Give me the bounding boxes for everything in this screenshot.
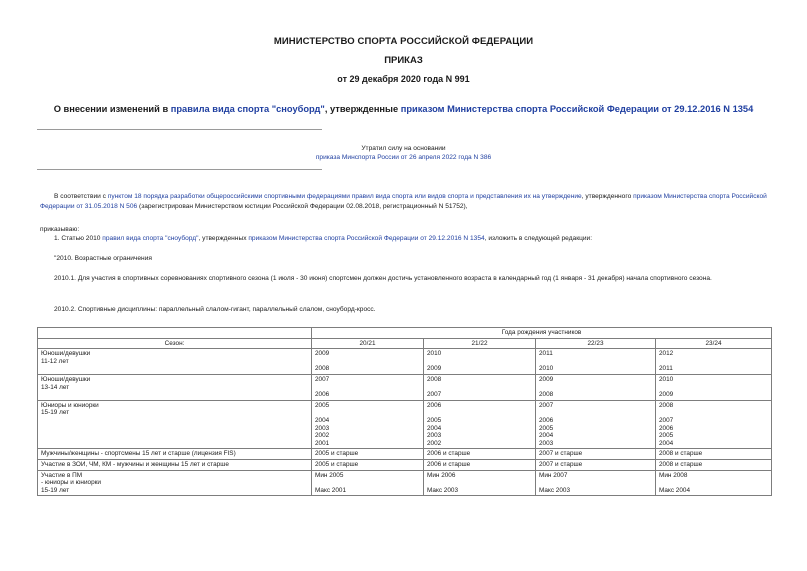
cell-line [315, 384, 420, 392]
table-row-label [38, 349, 312, 375]
cell-line: 2005 [659, 432, 674, 440]
document-type: ПРИКАЗ [384, 55, 423, 66]
cell-line [315, 479, 420, 487]
cell-line [41, 425, 308, 433]
cell-line: Мужчины/женщины - спортсмены 15 лет и старше (лицензия FIS) [41, 450, 236, 458]
cell-line: Юноши/девушки [41, 350, 91, 358]
cell-line: 2002 [427, 439, 442, 447]
cell-line: Участие в ЗОИ, ЧМ, КМ - мужчины и женщины 15 лет и старше [41, 460, 229, 468]
status-line: Утратил силу на основании [361, 145, 446, 152]
table-row-label [38, 374, 312, 400]
cell-line: Юниоры и юниорки [41, 401, 99, 409]
cell-line: 2010 [539, 365, 554, 373]
document-title [0, 104, 807, 114]
preamble-link-order-506[interactable]: приказом Министерства спорта Российской Федерации от 31.05.2018 N 506 [40, 193, 767, 210]
cell-line: 2007 и старше [539, 450, 583, 458]
title-text-1: О внесении изменений в [53, 104, 171, 114]
table-cell [312, 449, 424, 460]
table-cell [656, 349, 772, 375]
cell-line [659, 409, 768, 417]
cell-line [427, 358, 532, 366]
table-cell [536, 449, 656, 460]
cell-line [539, 409, 652, 417]
cell-line: 2006 и старше [427, 460, 471, 468]
cell-line: 2001 [315, 439, 330, 447]
table-cell [424, 449, 536, 460]
cell-line: 2008 [315, 365, 330, 373]
cell-line: Мин 2006 [427, 471, 456, 479]
age-limits-table [37, 327, 772, 496]
order-word: приказываю: [40, 226, 80, 233]
cell-line: 2003 [539, 439, 554, 447]
table-row [38, 470, 772, 496]
cell-line: Макс 2003 [427, 486, 459, 494]
table-cell [312, 470, 424, 496]
table-row-label [38, 400, 312, 449]
cell-line: Макс 2003 [539, 486, 571, 494]
table-cell [424, 470, 536, 496]
cell-line: 2003 [427, 432, 442, 440]
cell-line: 2006 [539, 416, 554, 424]
cell-line: 2006 [659, 424, 674, 432]
cell-line: 11-12 лет [41, 357, 69, 365]
table-group-header: Года рождения участников [312, 328, 772, 339]
cell-line: 2010 [659, 375, 674, 383]
cell-line [41, 391, 308, 399]
cell-line: 2006 [315, 391, 330, 399]
cell-line: 2006 [427, 401, 442, 409]
table-row-label [38, 459, 312, 470]
cell-line: 2008 и старше [659, 450, 703, 458]
cell-line: 2011 [659, 365, 673, 373]
table-group-header-row [38, 328, 772, 339]
cell-line [539, 384, 652, 392]
cell-line: 2005 [427, 416, 442, 424]
cell-line [659, 479, 768, 487]
divider-bottom [37, 169, 322, 170]
cell-line: 2007 [315, 375, 330, 383]
status-link-wrap [0, 153, 807, 162]
cell-line: Мин 2008 [659, 471, 688, 479]
cell-line [539, 479, 652, 487]
cell-line: 13-14 лет [41, 383, 70, 391]
cell-line [659, 384, 768, 392]
cell-line: 2008 и старше [659, 460, 703, 468]
table-cell [656, 470, 772, 496]
cell-line: 2005 [539, 424, 554, 432]
table-cell [312, 349, 424, 375]
cell-line [539, 358, 652, 366]
divider-top [37, 129, 322, 130]
cell-line: 2007 и старше [539, 460, 583, 468]
table-cell [424, 459, 536, 470]
title-link-order-1354[interactable]: приказом Министерства спорта Российской Федерации от 29.12.2016 N 1354 [400, 104, 754, 114]
table-cell [312, 374, 424, 400]
article-2010-2: 2010.2. Спортивные дисциплины: параллельный слалом-гигант, параллельный слалом, сноуборд-кросс. [54, 306, 376, 313]
cell-line: Мин 2005 [315, 471, 344, 479]
cell-line: 2007 [539, 401, 554, 409]
cell-line [659, 358, 768, 366]
cell-line: 2004 [427, 424, 442, 432]
item-1-paragraph [40, 234, 770, 244]
table-cell [656, 459, 772, 470]
article-title: "2010. Возрастные ограничения [54, 255, 152, 262]
table-empty-corner [38, 328, 312, 339]
cell-line: 2002 [315, 432, 330, 440]
table-header-row [38, 338, 772, 349]
table-cell [424, 349, 536, 375]
table-cell [656, 449, 772, 460]
table-cell [312, 459, 424, 470]
table-cell [536, 400, 656, 449]
table-header-season-col: 20/21 [312, 338, 424, 349]
table-cell [536, 374, 656, 400]
cell-line: 2004 [539, 432, 554, 440]
status-link[interactable]: приказа Минспорта России от 26 апреля 2022 года N 386 [315, 154, 492, 161]
table-cell [656, 400, 772, 449]
table-row-label [38, 449, 312, 460]
cell-line: - юниоры и юниорки [41, 479, 101, 487]
cell-line [41, 432, 308, 440]
cell-line: 2009 [315, 350, 330, 358]
cell-line [41, 365, 308, 373]
cell-line: 2009 [427, 365, 442, 373]
table-row [38, 400, 772, 449]
cell-line: 2008 [659, 401, 674, 409]
cell-line [427, 479, 532, 487]
cell-line: 2012 [659, 350, 674, 358]
cell-line: 2005 и старше [315, 460, 359, 468]
item1-text-1: 1. Статью 2010 [54, 235, 103, 242]
table-row-label [38, 470, 312, 496]
cell-line: Юноши/девушки [41, 375, 91, 383]
preamble-text-2: , утвержденного [581, 193, 634, 200]
cell-line: 2011 [539, 350, 553, 358]
preamble-text-3: (зарегистрирован Министерством юстиции Российской Федерации 02.08.2018, регистрационный N 51752), [137, 202, 468, 210]
table-cell [536, 349, 656, 375]
preamble-paragraph [40, 192, 770, 211]
table-cell [424, 374, 536, 400]
cell-line [427, 409, 532, 417]
title-link-rules[interactable]: правила вида спорта "сноуборд" [170, 104, 325, 114]
cell-line: 2005 [315, 401, 330, 409]
cell-line: Макс 2001 [315, 486, 347, 494]
table-cell [312, 400, 424, 449]
cell-line: Участие в ПМ [41, 471, 83, 479]
cell-line: Мин 2007 [539, 471, 568, 479]
cell-line: 2008 [427, 375, 442, 383]
table-row [38, 459, 772, 470]
table-header-season: Сезон: [38, 338, 312, 349]
title-text-2: , утвержденные [324, 104, 401, 114]
document-date-number: от 29 декабря 2020 года N 991 [337, 74, 470, 84]
article-2010-1: 2010.1. Для участия в спортивных соревнованиях спортивного сезона (1 июля - 30 июня) спортсмен должен достичь установленного возраста в календарный год (1 января - 31 декабря) начала спортивного сезона. [54, 275, 712, 282]
cell-line: 2006 и старше [427, 450, 471, 458]
cell-line: 15-19 лет [41, 486, 70, 494]
cell-line: 2009 [539, 375, 554, 383]
cell-line: 2007 [659, 416, 674, 424]
cell-line: 2008 [539, 391, 554, 399]
cell-line: Макс 2004 [659, 486, 691, 494]
table-row [38, 449, 772, 460]
table-row [38, 374, 772, 400]
table-cell [536, 470, 656, 496]
item1-link-rules[interactable]: правил вида спорта "сноуборд" [102, 235, 199, 242]
cell-line: 2007 [427, 391, 442, 399]
cell-line [427, 384, 532, 392]
cell-line: 2010 [427, 350, 442, 358]
cell-line: 2005 и старше [315, 450, 359, 458]
preamble-link-procedure[interactable]: пунктом 18 порядка разработки общероссийскими спортивными федерациями правил вида спорта или видов спорта и представления их на утверждение [107, 193, 582, 200]
cell-line: 2003 [315, 424, 330, 432]
ministry-heading: МИНИСТЕРСТВО СПОРТА РОССИЙСКОЙ ФЕДЕРАЦИИ [273, 36, 534, 47]
cell-line: 15-19 лет [41, 409, 70, 417]
cell-line: 2009 [659, 391, 674, 399]
item1-text-2: , утвержденных [198, 235, 249, 242]
cell-line: 2004 [315, 416, 330, 424]
table-cell [536, 459, 656, 470]
table-row [38, 349, 772, 375]
table-cell [656, 374, 772, 400]
preamble-text-1: В соответствии с [54, 193, 108, 200]
cell-line [315, 409, 420, 417]
cell-line: 2004 [659, 439, 674, 447]
item1-link-order-1354[interactable]: приказом Министерства спорта Российской Федерации от 29.12.2016 N 1354 [248, 235, 485, 242]
cell-line [315, 358, 420, 366]
table-cell [424, 400, 536, 449]
table-header-season-col: 23/24 [656, 338, 772, 349]
table-header-season-col: 21/22 [424, 338, 536, 349]
cell-line [41, 440, 308, 448]
cell-line [41, 417, 308, 425]
item1-text-3: , изложить в следующей редакции: [484, 235, 593, 242]
table-header-season-col: 22/23 [536, 338, 656, 349]
